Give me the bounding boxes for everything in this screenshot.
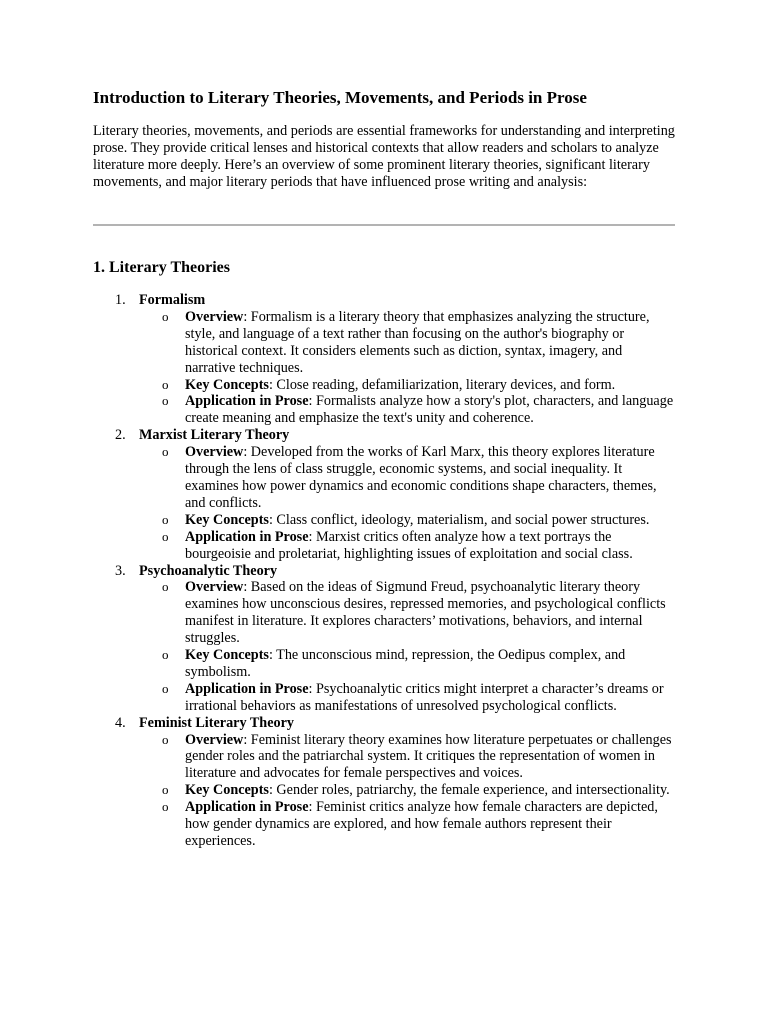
bullet-marker: o <box>162 680 169 696</box>
bullet-marker: o <box>162 376 169 392</box>
detail-text: : Psychoanalytic critics might interpret a character’s dreams or irrational behaviors as manifestations of unresolved psychological conflicts. <box>185 680 664 714</box>
bullet-marker: o <box>162 308 169 324</box>
theory-item-formalism <box>93 292 675 427</box>
detail-text: : Developed from the works of Karl Marx, this theory explores literature through the lens of class struggle, economic systems, and social inequality. It examines how power dynamics and economic conditions shape characters, themes, and conflicts. <box>185 444 657 511</box>
intro-paragraph: Literary theories, movements, and periods are essential frameworks for understanding and interpreting prose. They provide critical lenses and historical contexts that allow readers and scholars to analyze literature more deeply. Here’s an overview of some prominent literary theories, significant literary movements, and major literary periods that have influenced prose writing and analysis: <box>93 123 675 190</box>
detail-item-overview <box>162 308 675 377</box>
detail-text: : Close reading, defamiliarization, literary devices, and form. <box>268 376 616 393</box>
theory-details-list <box>162 444 675 562</box>
theory-details-list <box>162 579 675 714</box>
detail-label: Overview <box>185 308 244 325</box>
theory-name: Formalism <box>139 292 206 308</box>
detail-label: Application in Prose <box>185 680 309 697</box>
detail-label: Key Concepts <box>185 647 269 664</box>
detail-label: Overview <box>185 444 244 461</box>
detail-item-application <box>162 528 675 563</box>
list-number: 4. <box>115 714 126 731</box>
list-number: 2. <box>115 427 126 444</box>
bullet-marker: o <box>162 799 169 815</box>
detail-label: Overview <box>185 731 244 748</box>
detail-item-overview <box>162 579 675 647</box>
detail-item-key-concepts <box>162 782 675 799</box>
theory-item-marxist <box>93 427 675 562</box>
detail-text: : The unconscious mind, repression, the Oedipus complex, and symbolism. <box>185 647 626 680</box>
detail-text: : Gender roles, patriarchy, the female experience, and intersectionality. <box>268 782 670 799</box>
detail-label: Overview <box>185 579 244 596</box>
detail-text: : Feminist critics analyze how female characters are depicted, how gender dynamics are explored, and how female authors represent their experiences. <box>185 799 658 849</box>
bullet-marker: o <box>162 528 169 544</box>
theories-list <box>93 292 675 850</box>
theory-name: Feminist Literary Theory <box>139 714 294 731</box>
detail-label: Application in Prose <box>185 393 309 410</box>
document-title: Introduction to Literary Theories, Movements, and Periods in Prose <box>93 88 587 107</box>
detail-text: : Based on the ideas of Sigmund Freud, psychoanalytic literary theory examines how unconscious desires, repressed memories, and psychological conflicts manifest in literature. It explores characters’ motivations, behaviors, and internal struggles. <box>185 579 666 647</box>
bullet-marker: o <box>162 511 169 527</box>
detail-item-key-concepts <box>162 647 675 681</box>
detail-text: : Marxist critics often analyze how a text portrays the bourgeoisie and proletariat, highlighting issues of exploitation and social class. <box>185 528 633 562</box>
detail-item-application <box>162 393 675 427</box>
detail-text: : Feminist literary theory examines how literature perpetuates or challenges gender roles and the patriarchal system. It critiques the representation of women in literature and advocates for female perspectives and voices. <box>185 731 672 782</box>
list-number: 3. <box>115 562 126 579</box>
detail-item-key-concepts <box>162 511 675 529</box>
detail-label: Key Concepts <box>185 782 269 799</box>
theory-details-list <box>162 308 675 427</box>
detail-item-overview <box>162 731 675 783</box>
detail-item-application <box>162 799 675 850</box>
detail-label: Application in Prose <box>185 528 309 545</box>
detail-label: Key Concepts <box>185 376 269 393</box>
theory-name: Marxist Literary Theory <box>139 427 290 444</box>
bullet-marker: o <box>162 782 169 798</box>
detail-text: : Formalism is a literary theory that emphasizes analyzing the structure, style, and language of a text rather than focusing on the author's biography or historical context. It considers elements such as diction, syntax, imagery, and narrative techniques. <box>185 308 650 376</box>
detail-text: : Formalists analyze how a story's plot, characters, and language create meaning and emphasize the text's unity and coherence. <box>185 393 674 427</box>
bullet-marker: o <box>162 393 169 409</box>
detail-label: Application in Prose <box>185 799 309 816</box>
bullet-marker: o <box>162 647 169 663</box>
list-number: 1. <box>115 292 126 308</box>
bullet-marker: o <box>162 579 169 595</box>
theory-name: Psychoanalytic Theory <box>139 562 278 579</box>
detail-label: Key Concepts <box>185 511 269 528</box>
theory-item-feminist <box>93 715 675 850</box>
section-heading: 1. Literary Theories <box>93 259 231 276</box>
detail-text: : Class conflict, ideology, materialism, and social power structures. <box>268 511 650 528</box>
detail-item-application <box>162 680 675 715</box>
bullet-marker: o <box>162 444 169 460</box>
bullet-marker: o <box>162 731 169 747</box>
theory-item-psychoanalytic <box>93 563 675 715</box>
detail-item-key-concepts <box>162 376 675 394</box>
detail-item-overview <box>162 444 675 512</box>
horizontal-divider <box>93 224 675 226</box>
theory-details-list <box>162 731 675 850</box>
